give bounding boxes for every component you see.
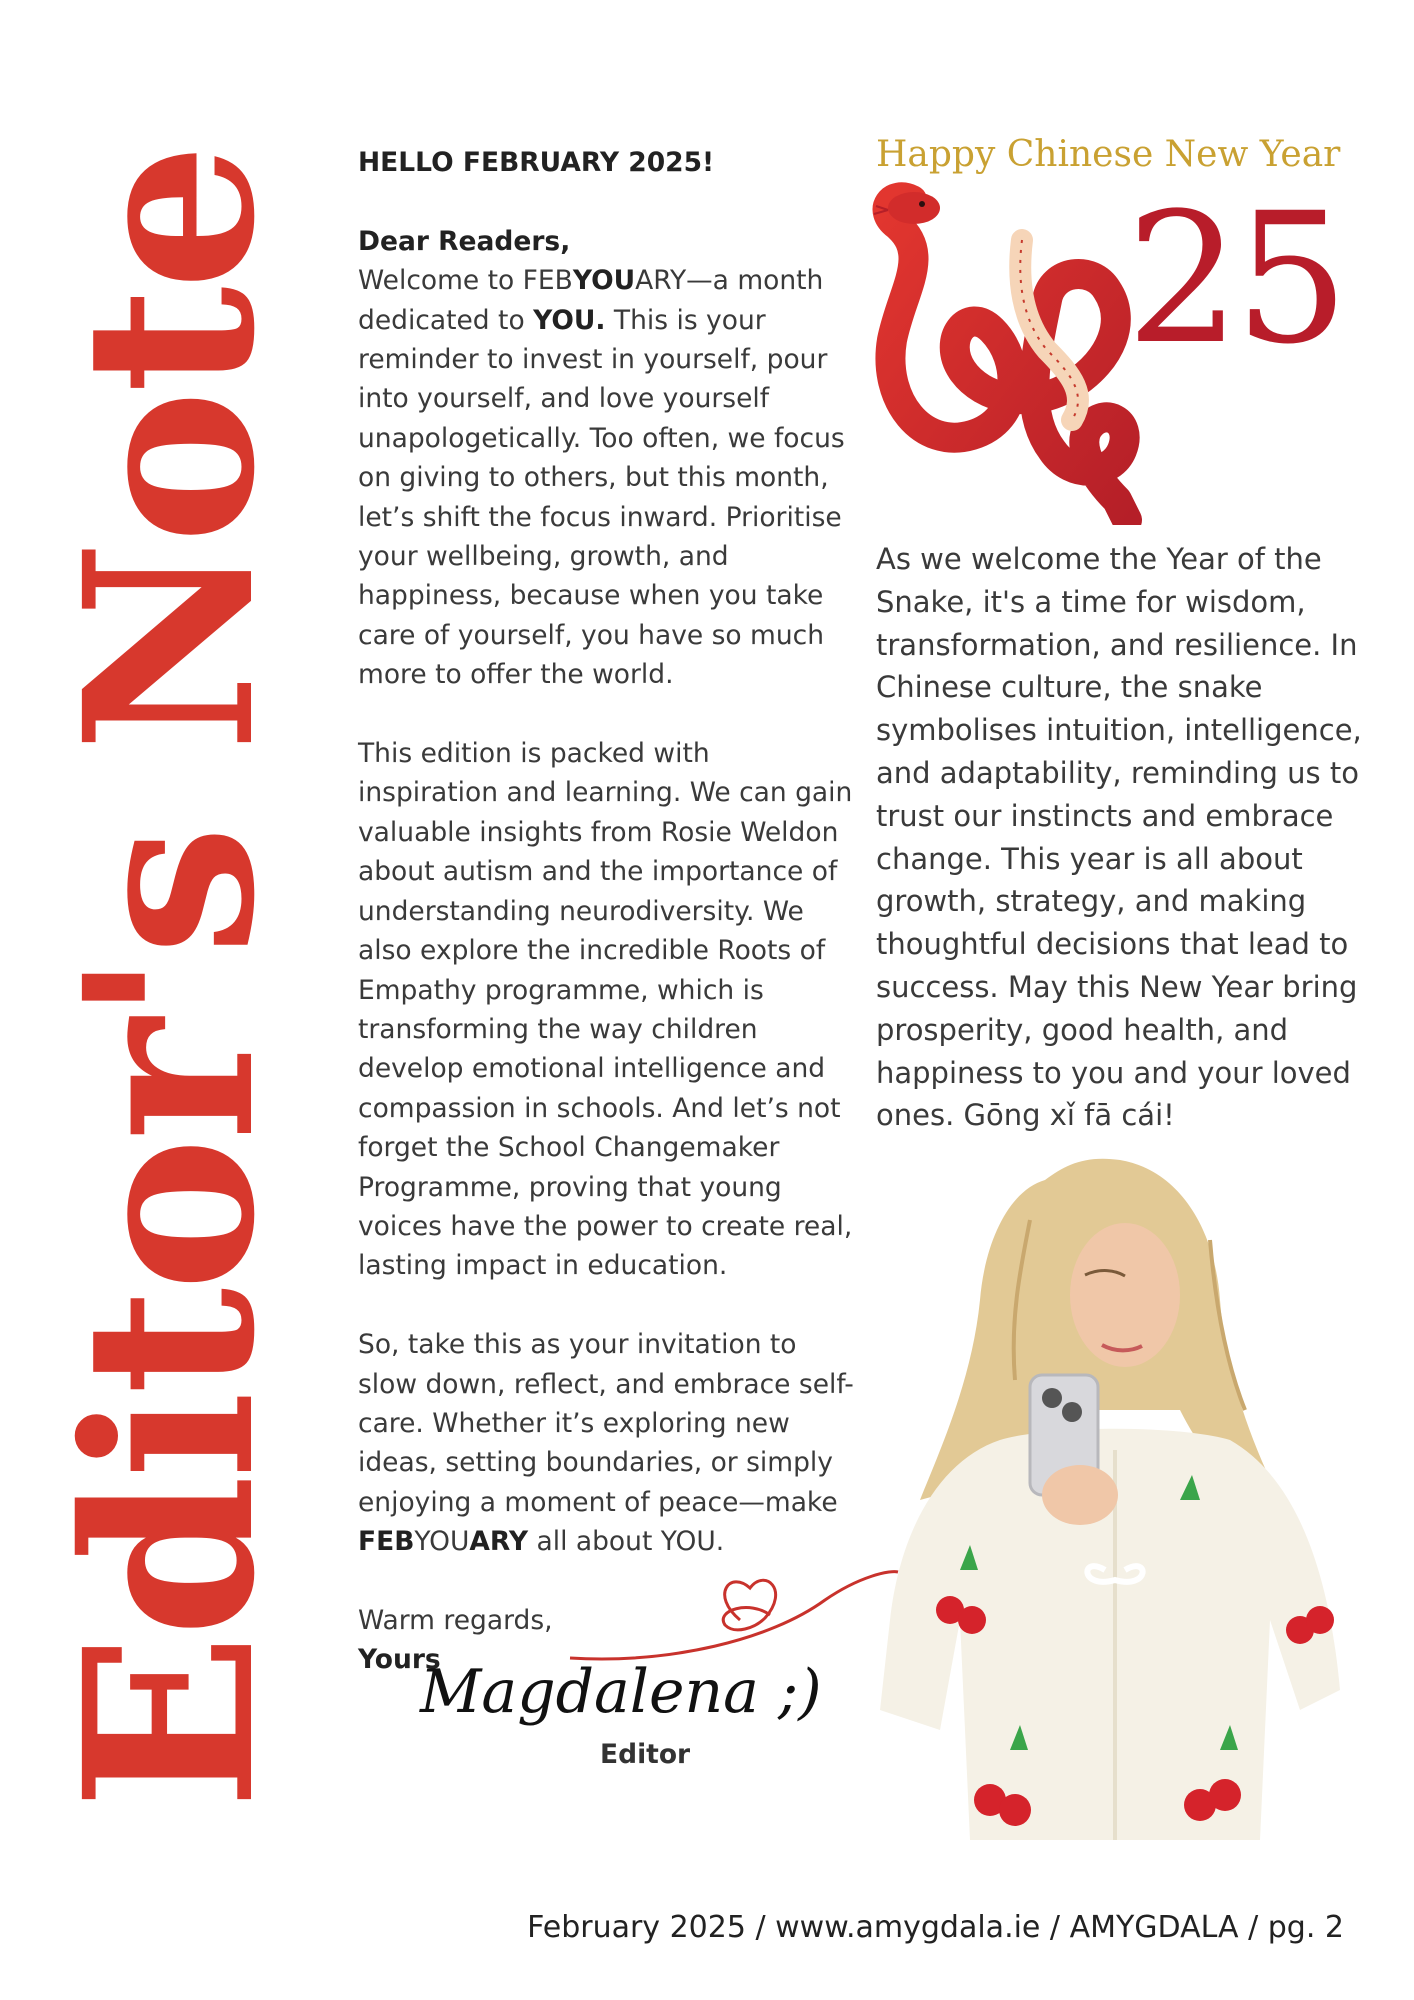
editor-letter — [358, 143, 858, 1770]
closing-text: Warm regards, — [358, 1604, 553, 1636]
letter-paragraph-1: Dear Readers, Welcome to FEBYOUARY—a month dedicated to YOU. This is your reminder to invest in yourself, pour into yourself, and love yourself unapologetically. Too often, we focus on giving to others, but this month, let’s shift the focus inward. Prioritise your wellbeing, growth, and happiness, because when you take care of yourself, you have so much more to offer the world. — [358, 225, 845, 691]
cny-title: Happy Chinese New Year — [876, 134, 1341, 175]
page-footer: February 2025 / www.amygdala.ie / AMYGDALA / pg. 2 — [527, 1910, 1344, 1945]
letter-heading: HELLO FEBRUARY 2025! — [358, 147, 715, 178]
year-digits: 25 — [1126, 175, 1344, 384]
signature: Magdalena ;) — [420, 1656, 822, 1727]
heart-doodle-icon — [560, 1540, 900, 1680]
page-title: Editor's Note — [33, 146, 306, 1810]
salutation: Dear Readers, — [358, 225, 571, 257]
editor-role: Editor — [600, 1738, 691, 1770]
editor-photo — [880, 1150, 1340, 1840]
cny-paragraph: As we welcome the Year of the Snake, it's a time for wisdom, transformation, and resilience. In Chinese culture, the snake symbolises intuition, intelligence, and adaptability, reminding us to trust our instincts and embrace change. This year is all about growth, strategy, and making thoughtful decisions that lead to success. May this New Year bring prosperity, good health, and happiness to you and your loved ones. Gōng xǐ fā cái! — [876, 542, 1362, 1133]
yours-text: Yours — [358, 1644, 441, 1676]
letter-paragraph-2: This edition is packed with inspiration and learning. We can gain valuable insights from Rosie Weldon about autism and the importance of understanding neurodiversity. We also explore the incredible Roots of Empathy programme, which is transforming the way children develop emotional intelligence and compassion in schools. And let’s not forget the School Changemaker Programme, proving that young voices have the power to create real, lasting impact in education. — [358, 738, 853, 1282]
letter-paragraph-3: So, take this as your invitation to slow down, reflect, and embrace self-care. Whether it’s exploring new ideas, setting boundaries, or simply enjoying a moment of peace—make FEBYOUARY all about YOU. — [358, 1329, 854, 1558]
